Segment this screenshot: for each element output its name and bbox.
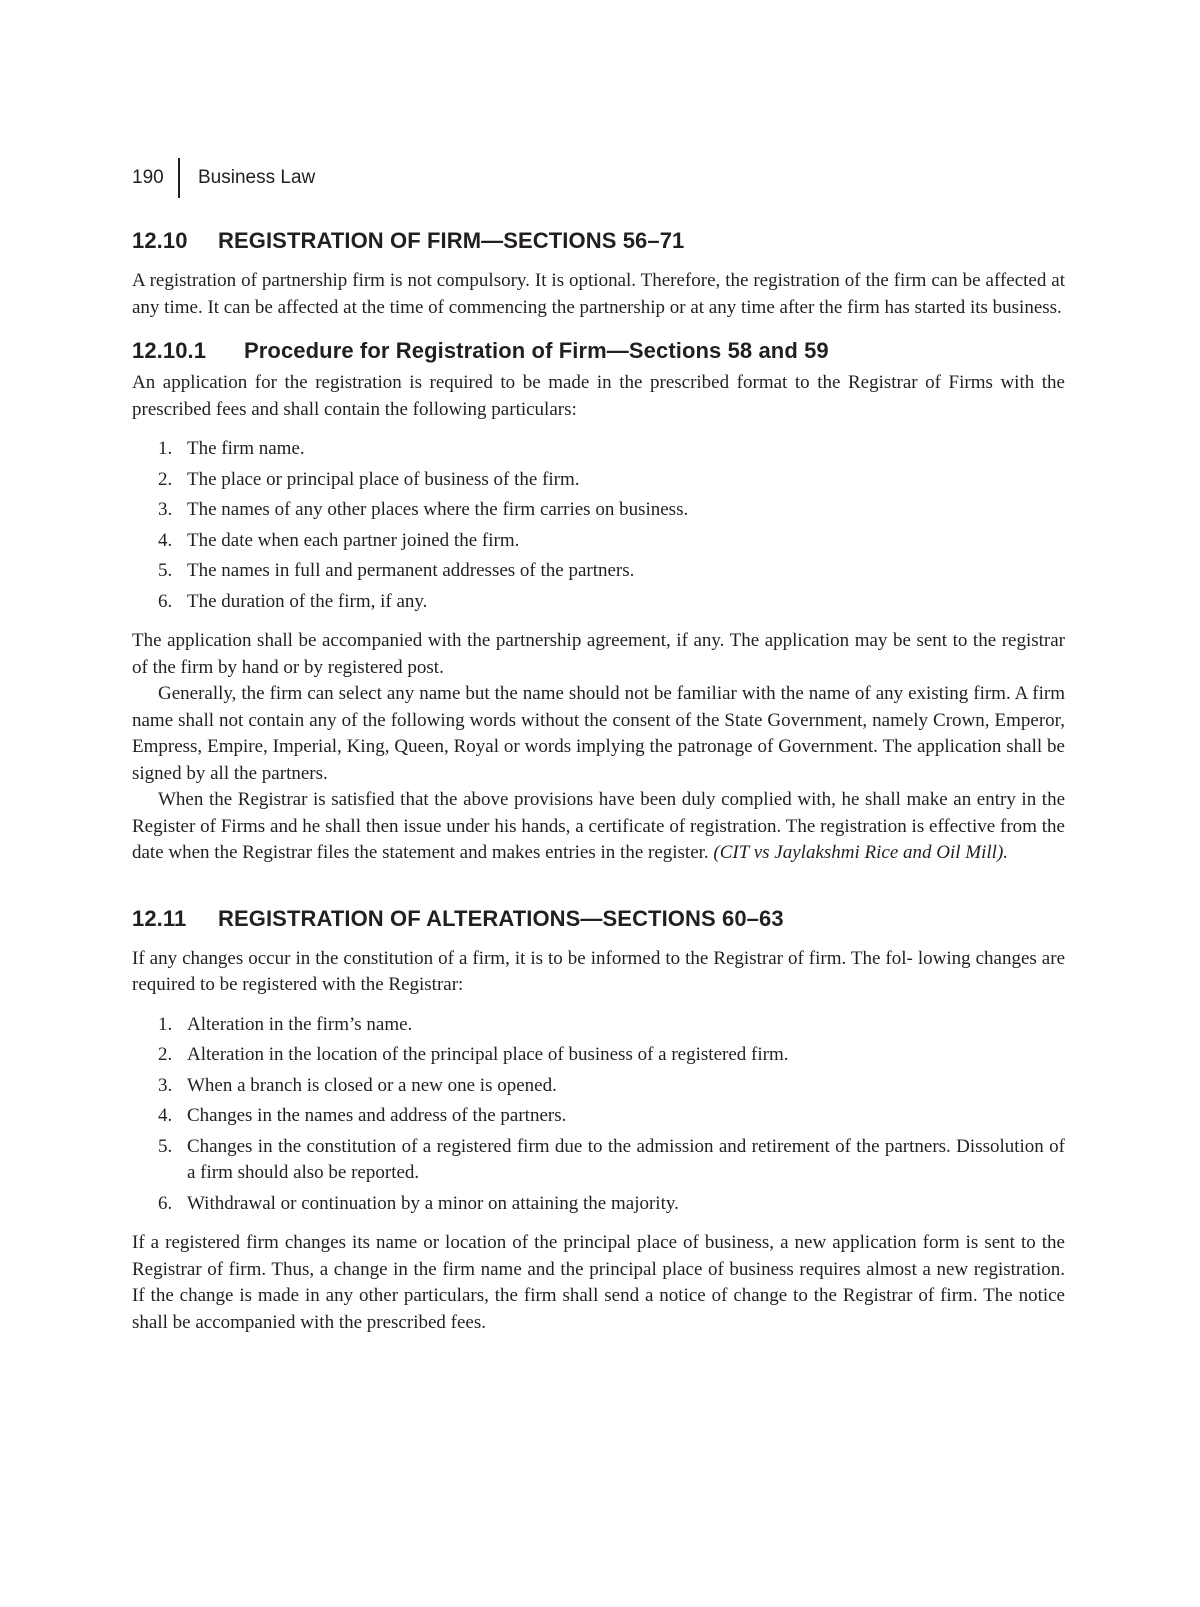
subsection-title: Procedure for Registration of Firm—Sections 58 and 59 <box>244 338 829 363</box>
list-item: 4. The date when each partner joined the firm. <box>158 529 520 551</box>
subsection-number: 12.10.1 <box>132 338 207 363</box>
list-item: 6. The duration of the firm, if any. <box>158 590 428 612</box>
header-divider <box>178 158 180 198</box>
page-content <box>132 226 1065 1336</box>
subsection-heading-12-10-1 <box>132 336 1065 366</box>
list-item: 1. Alteration in the firm’s name. <box>158 1013 413 1035</box>
section-number: 12.11 <box>132 905 187 931</box>
registrar-paragraph: When the Registrar is satisfied that the above provisions have been duly complied with, he shall make an entry in the Register of Firms and he shall then issue under his hands, a certificate of registration. The registration is effective from the date when the Registrar files the statement and makes entries in the register. (CIT vs Jaylakshmi Rice and Oil Mill). <box>132 789 1065 863</box>
list-item: 5. Changes in the constitution of a registered firm due to the admission and retirement of the partners. Dissolution of a firm should also be reported. <box>158 1135 1065 1183</box>
list-item: 4. Changes in the names and address of the partners. <box>158 1105 567 1126</box>
list-item: 3. The names of any other places where the firm carries on business. <box>158 499 689 520</box>
section-heading-12-11 <box>132 904 1065 934</box>
list-item: 1. The firm name. <box>158 438 305 459</box>
subsection-intro: An application for the registration is required to be made in the prescribed format to the Registrar of Firms with the prescribed fees and shall contain the following particulars: <box>132 372 1065 420</box>
book-title: Business Law <box>198 167 316 188</box>
section-12-10-paragraph: A registration of partnership firm is not compulsory. It is optional. Therefore, the registration of the firm can be affected at any time. It can be affected at the time of commencing the partnership or at any time after the firm has started its business. <box>132 270 1065 318</box>
closing-paragraph: If a registered firm changes its name or location of the principal place of business, a new application form is sent to the Registrar of firm. Thus, a change in the firm name and the principal place of business requires almost a new registration. If the change is made in any other particulars, the firm shall send a notice of change to the Registrar of firm. The notice shall be accompanied with the prescribed fees. <box>132 1232 1065 1333</box>
alterations-list <box>132 1012 1065 1218</box>
particulars-list <box>132 436 1065 615</box>
list-item: 3. When a branch is closed or a new one is opened. <box>158 1074 557 1096</box>
application-paragraph: The application shall be accompanied with the partnership agreement, if any. The application may be sent to the registrar of the firm by hand or by registered post. <box>132 630 1065 678</box>
section-heading-12-10 <box>132 226 1065 256</box>
list-item: 5. The names in full and permanent addresses of the partners. <box>158 560 635 581</box>
firm-name-paragraph: Generally, the firm can select any name but the name should not be familiar with the name of any existing firm. A firm name shall not contain any of the following words without the consent of the State Government, namely Crown, Emperor, Empress, Empire, Imperial, King, Queen, Royal or words implying the patronage of Government. The application shall be signed by all the partners. <box>132 683 1065 784</box>
section-title: REGISTRATION OF ALTERATIONS—SECTIONS 60–63 <box>218 905 784 931</box>
case-citation: (CIT vs Jaylakshmi Rice and Oil Mill). <box>713 842 1009 863</box>
running-head <box>132 164 315 192</box>
list-item: 2. The place or principal place of business of the firm. <box>158 468 580 490</box>
list-item: 2. Alteration in the location of the principal place of business of a registered firm. <box>158 1044 789 1065</box>
section-title: REGISTRATION OF FIRM—SECTIONS 56–71 <box>218 228 685 253</box>
section-12-11-intro: If any changes occur in the constitution of a firm, it is to be informed to the Registrar of firm. The fol- lowing changes are required to be registered with the Registrar: <box>132 947 1065 995</box>
list-item: 6. Withdrawal or continuation by a minor on attaining the majority. <box>158 1192 679 1214</box>
section-number: 12.10 <box>132 228 188 253</box>
page-number: 190 <box>132 167 164 188</box>
